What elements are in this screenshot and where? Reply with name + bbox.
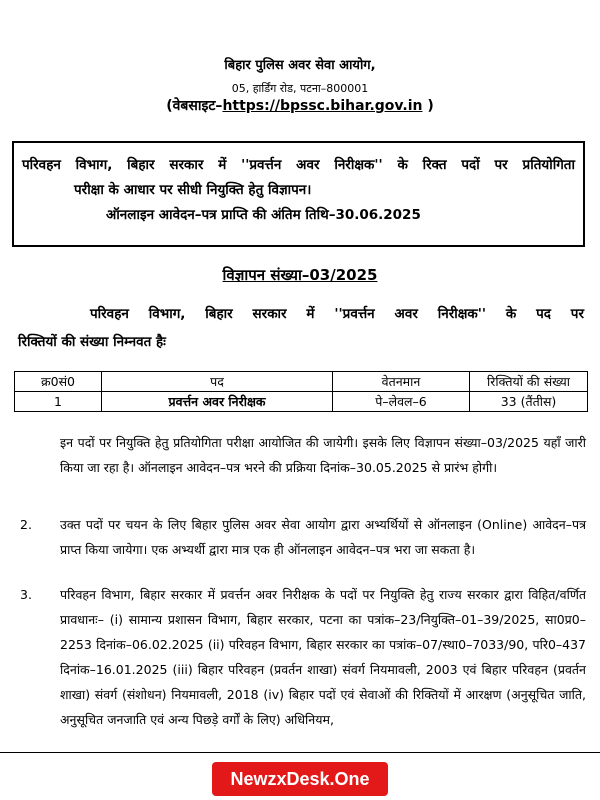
header-pay: वेतनमान: [333, 372, 470, 392]
cell-pay: पे–लेवल–6: [333, 392, 470, 412]
cell-post: प्रवर्त्तन अवर निरीक्षक: [102, 392, 333, 412]
cell-vacancies: 33 (तैंतीस): [470, 392, 588, 412]
header-sno: क्र0सं0: [15, 372, 102, 392]
notice-deadline: ऑनलाइन आवेदन–पत्र प्राप्ति की अंतिम तिथि–30.06.2025: [106, 207, 421, 223]
paragraph-3: [20, 582, 586, 732]
organization-name: बिहार पुलिस अवर सेवा आयोग,: [224, 58, 376, 73]
organization-address: 05, हार्डिंग रोड, पटना–800001: [231, 82, 369, 95]
vacancy-table: [14, 371, 588, 412]
paragraph-2-text: उक्त पदों पर चयन के लिए बिहार पुलिस अवर सेवा आयोग द्वारा अभ्यर्थियों से ऑनलाइन (Online) आवेदन–पत्र प्राप्त किया जायेगा। एक अभ्यर्थी द्वारा मात्र एक ही ऑनलाइन आवेदन–पत्र भरा जा सकता है।: [60, 517, 586, 557]
paragraph-1-text: इन पदों पर नियुक्ति हेतु प्रतियोगिता परीक्षा आयोजित की जायेगी। इसके लिए विज्ञापन संख्या–03/2025 यहाँ जारी किया जा रहा है। ऑनलाइन आवेदन–पत्र भरने की प्रक्रिया दिनांक–30.05.2025 से प्रारंभ होगी।: [60, 435, 586, 475]
intro-line-1: परिवहन विभाग, बिहार सरकार में ''प्रवर्त्तन अवर निरीक्षक'' के पद पर: [90, 306, 584, 322]
header-vacancies: रिक्तियों की संख्या: [470, 372, 588, 392]
website-prefix: (वेबसाइट–: [166, 98, 223, 114]
paragraph-2-number: 2.: [20, 517, 32, 532]
advertisement-number: [0, 265, 600, 285]
website-suffix: ): [422, 98, 434, 114]
watermark-badge: NewzxDesk.One: [212, 762, 388, 796]
notice-line-2: परीक्षा के आधार पर सीधी नियुक्ति हेतु विज्ञापन।: [74, 182, 312, 198]
intro-text: [18, 300, 584, 356]
table-row: [15, 392, 588, 412]
intro-line-2: रिक्तियों की संख्या निम्नवत हैः: [18, 334, 166, 350]
table-header-row: [15, 372, 588, 392]
paragraph-3-text: परिवहन विभाग, बिहार सरकार में प्रवर्त्तन अवर निरीक्षक के पदों पर नियुक्ति हेतु राज्य सरकार द्वारा विहित/वर्णित प्रावधानः– (i) सामान्य प्रशासन विभाग, बिहार सरकार, पटना का पत्रांक–23/नियुक्ति–01–39/2025, सा0प्र0–2253 दिनांक–06.02.2025 (ii) परिवहन विभाग, बिहार सरकार का पत्रांक–07/स्था0–7033/90, परि0–437 दिनांक–16.01.2025 (iii) बिहार परिवहन (प्रवर्तन शाखा) संवर्ग नियमावली, 2003 एवं बिहार परिवहन (प्रवर्तन शाखा) संवर्ग (संशोधन) नियमावली, 2018 (iv) बिहार पदों एवं सेवाओं की रिक्तियों में आरक्षण (अनुसूचित जाति, अनुसूचित जनजाति एवं अन्य पिछड़े वर्गों के लिए) अधिनियम,: [60, 587, 586, 727]
website-link[interactable]: https://bpssc.bihar.gov.in: [222, 98, 423, 114]
advertisement-number-text: विज्ञापन संख्या–03/2025: [222, 266, 378, 284]
notice-box: [12, 141, 585, 247]
header-post: पद: [102, 372, 333, 392]
paragraph-3-number: 3.: [20, 587, 32, 602]
cell-sno: 1: [15, 392, 102, 412]
notice-line-1: परिवहन विभाग, बिहार सरकार में ''प्रवर्त्तन अवर निरीक्षक'' के रिक्त पदों पर प्रतियोगिता: [22, 157, 575, 173]
paragraph-2: [20, 512, 586, 562]
paragraph-1: [20, 430, 586, 480]
website-line: [0, 98, 600, 115]
footer-divider: [0, 752, 600, 753]
